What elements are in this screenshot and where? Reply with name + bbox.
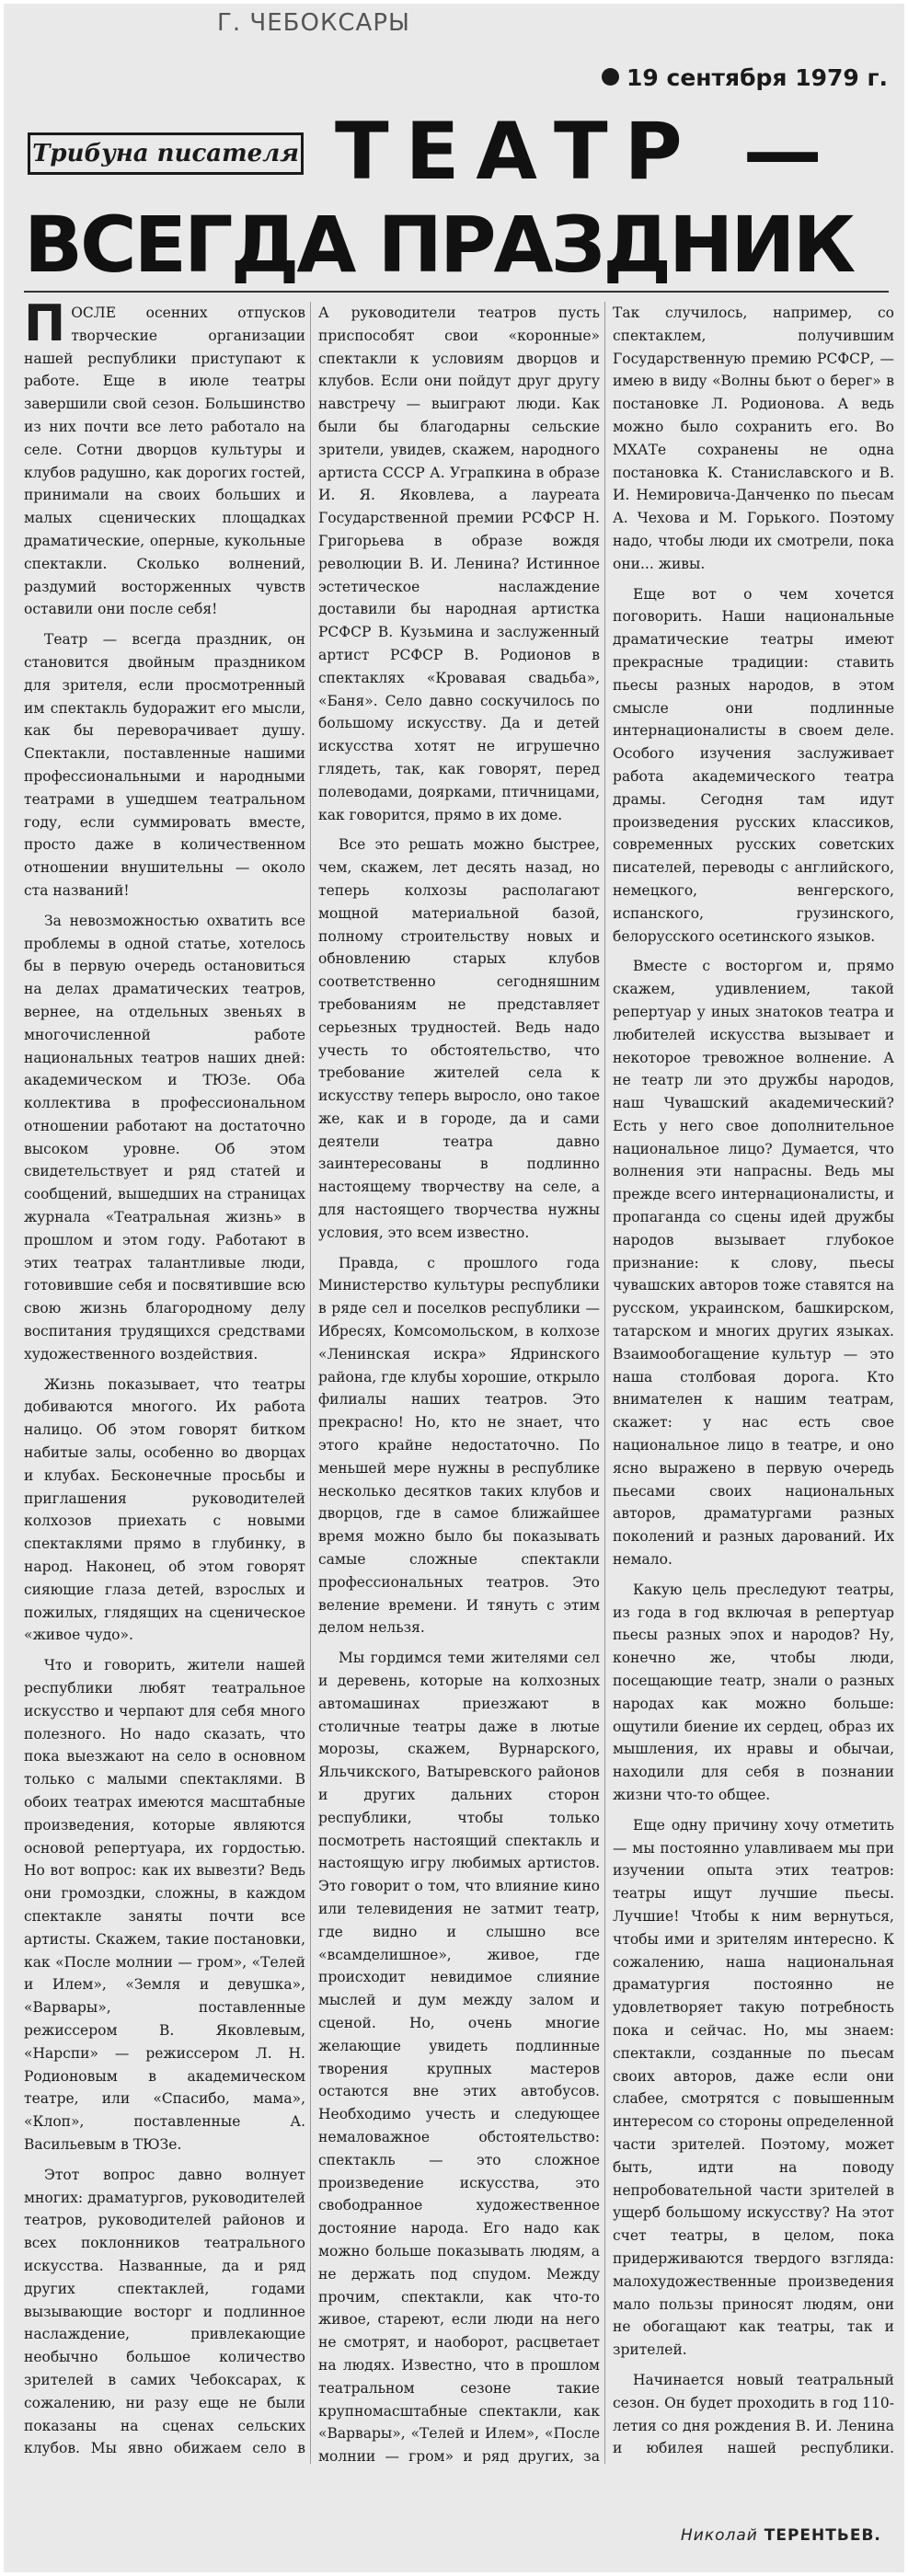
article-column-2	[318, 302, 600, 2464]
paragraph-text: ОСЛЕ осенних отпусков творческие организации нашей республики приступают к работе. Еще в июле театры завершили свой сезон. Большинство из них почти все лето работало на селе. Сотни дворцов культуры и клубов радушно, как дорогих гостей, принимали на своих больших и малых сценических площадках драматические, оперные, кукольные спектакли. Сколько волнений, раздумий восторженных чувств оставили они после себя!	[24, 305, 305, 618]
bullet-icon	[602, 68, 619, 86]
column-divider	[604, 302, 605, 2464]
publication-date	[602, 64, 888, 91]
paragraph: Что и говорить, жители нашей республики любят театральное искусство и черпают для себя много полезного. Но надо сказать, что пока выезжают на село в основном только с малыми спектаклями. В обоих театрах имеются масштабные произведения, которые являются основой репертуара, их гордостью. Но вот вопрос: как их вывезти? Ведь они громоздки, сложны, в каждом спектакле заняты почти все артисты. Скажем, такие постановки, как «После молнии — гром», «Телей и Илем», «Земля и девушка», «Варвары», поставленные режиссером В. Яковлевым, «Нарспи» — режиссером Л. Н. Родионовым в академическом театре, или «Спасибо, мама», «Клоп», поставленные А. Васильевым в ТЮЗе.	[24, 1657, 305, 2153]
author-first-name: Николай	[681, 2526, 758, 2545]
paragraph: Мы гордимся теми жителями сел и деревень, которые на колхозных автомашинах приезжают в столичные театры даже в лютые морозы, скажем, Вурнарского, Яльчикского, Ватыревского районов и других дальних сторон республики, чтобы только посмотреть настоящий спектакль и настоящую игру любимых артистов. Это говорит о том, что влияние кино или телевидения не затмит театр, где видно и слышно все «всамделишное», живое, где происходит невидимое слияние мыслей и дум между залом и сценой. Но, очень многие желающие увидеть подлинные творения крупных мастеров остаются вне этих автобусов. Необходимо учесть и следующее немаловажное обстоятельство: спектакль — это сложное произведение искусства, это свободранное художественное достояние народа. Его надо как можно больше показывать людям, а не держать под спудом. Между прочим, спектакли, как что-то живое, стареют, если люди на него не смотрят, и наоборот, расцветает на людях. Известно, что в прошлом театральном сезоне такие крупномасштабные спектакли, как «Варвары», «Телей и Илем», «После молнии — гром» и ряд других, за	[318, 1650, 600, 2464]
date-text: 19 сентября 1979 г.	[626, 64, 889, 91]
paragraph	[24, 302, 305, 621]
paragraph: Правда, с прошлого года Министерство культуры республики в ряде сел и поселков республики — Ибресях, Комсомольском, в колхозе «Ленинская искра» Ядринского района, где клубы хорошие, открыло филиалы наших театров. Это прекрасно! Но, кто не знает, что этого крайне недостаточно. По меньшей мере нужны в республике несколько десятков таких клубов и дворцов, где в самое ближайшее время можно было бы показывать самые сложные спектакли профессиональных театров. Это веление времени. И тянуть с этим делом нельзя.	[318, 1254, 600, 1637]
paragraph: Этот вопрос давно волнует многих: драматургов, руководителей театров, руководителей районов и всех поклонников театрального искусства. Названные, да и ряд других спектаклей, годами вызывающие восторг и подлинное наслаждение, привлекающие необычно большое количество зрителей в самих Чебоксарах, к сожалению, ни разу еще не были показаны на сценах сельских клубов. Мы явно обижаем село в	[24, 2166, 305, 2457]
paragraph: Так случилось, например, со спектаклем, получившим Государственную премию РСФСР, — имею в виду «Волны бьют о берег» в постановке Л. Родионова. А ведь можно было сохранить его. Во МХАТе сохранены не одна постановка К. Станиславского и В. И. Немировича-Данченко по пьесам А. Чехова и М. Горького. Поэтому надо, чтобы люди их смотрели, пока они... живы.	[613, 305, 894, 572]
headline-line-2: ВСЕГДА ПРАЗДНИК	[24, 200, 854, 290]
column-divider	[310, 302, 311, 2464]
paragraph: Еще одну причину хочу отметить — мы постоянно улавливаем мы при изучении опыта этих театров: театры ищут лучшие пьесы. Лучшие! Чтобы к ним вернуться, чтобы ими и зрителям интересно. К сожалению, наша национальная драматургия постоянно не удовлетворяет такую потребность пока и сейчас. Но, мы знаем: спектакли, созданные по пьесам своих авторов, даже если они слабее, смотрятся с повышенным интересом со стороны определенной части зрителей. Поэтому, может быть, идти на поводу непробовательной части зрителей в ущерб большому искусству? На этот счет театры, в целом, пока придерживаются твердого взгляда: малохудожественные произведения мало пользы приносят людям, они не обогащают как театры, так и зрителей.	[613, 1816, 894, 2359]
paragraph: Еще вот о чем хочется поговорить. Наши национальные драматические театры имеют прекрасные традиции: ставить пьесы разных народов, в этом смысле они подлинные интернационалисты в своем деле. Особого изучения заслуживает работа академического театра драмы. Сегодня там идут произведения русских классиков, современных русских советских писателей, переводы с английского, немецкого, венгерского, испанского, грузинского, белорусского осетинского языков.	[613, 585, 894, 945]
paragraph: Театр — всегда праздник, он становится двойным праздником для зрителя, если просмотренный им спектакль будоражит его мысли, как бы переворачивает душу. Спектакли, поставленные нашими профессиональными и народными театрами в ушедшем театральном году, если суммировать вместе, просто даже в количественном отношении внушительны — около ста названий!	[24, 631, 305, 899]
drop-cap: П	[24, 302, 66, 352]
paragraph: Начинается новый театральный сезон. Он будет проходить в год 110-летия со дня рождения В. И. Ленина и юбилея нашей республики.	[613, 2371, 894, 2457]
paragraph: Все это решать можно быстрее, чем, скажем, лет десять назад, но теперь колхозы располагают мощной материальной базой, полному строительству новых и обновлению старых клубов соответственно сегодняшним требованиям не представляет серьезных трудностей. Ведь надо учесть то обстоятельство, что требование жителей села к искусству теперь выросло, оно такое же, как и в городе, да и сами деятели театра давно заинтересованы в подлинно настоящему творчеству на селе, а для настоящего творчества нужны условия, это всем известно.	[318, 836, 600, 1241]
author-last-name: ТЕРЕНТЬЕВ.	[764, 2526, 881, 2545]
article-column-3	[613, 302, 894, 2464]
headline-divider	[24, 291, 889, 293]
headline-line-1: ТЕАТР —	[335, 106, 839, 198]
newspaper-clipping	[4, 4, 904, 2572]
paragraph: Вместе с восторгом и, прямо скажем, удивлением, такой репертуар у иных знатоков театра и любителей искусства вызывает и некоторое тревожное волнение. А не театр ли это дружбы народов, наш Чувашский академический? Есть у него свое дополнительное национальное лицо? Думается, что волнения эти напрасны. Ведь мы прежде всего интернационалисты, и пропаганда со сцены идей дружбы народов вызывает глубокое признание: к слову, пьесы чувашских авторов тоже ставятся на русском, украинском, башкирском, татарском и многих других языках. Взаимообогащение культур — это наша столбовая дорога. Кто внимателен к нашим театрам, скажет: у нас есть свое национальное лицо в театре, и оно ясно выражено в первую очередь пьесами своих национальных авторов, драматургами разных поколений и разных дарований. Их немало.	[613, 958, 894, 1569]
article-column-1	[24, 302, 305, 2464]
rubric-label: Трибуна писателя	[28, 132, 304, 175]
paragraph: Какую цель преследуют театры, из года в год включая в репертуар пьесы разных эпох и народов? Ну, конечно же, чтобы люди, посещающие театр, знали о разных народах как можно больше: ощутили биение их сердец, образ их мышления, их нравы и обычаи, находили для себя в познании жизни что-то общее.	[613, 1581, 894, 1803]
author-signature	[681, 2526, 881, 2545]
paragraph: Жизнь показывает, что театры добиваются многого. Их работа налицо. Об этом говорят битком набитые залы, особенно во дворцах и клубах. Бесконечные просьбы и приглашения руководителей колхозов приехать с новыми спектаклями прямо в глубинку, в народ. Наконец, об этом говорят сияющие глаза детей, взрослых и пожилых, глядящих на сценическое «живое чудо».	[24, 1375, 305, 1644]
paragraph: А руководители театров пусть приспособят свои «коронные» спектакли к условиям дворцов и клубов. Если они пойдут друг другу навстречу — выиграют люди. Как были бы благодарны сельские зрители, увидев, скажем, народного артиста СССР А. Уграпкина в образе И. Я. Яковлева, а лауреата Государственной премии РСФСР Н. Григорьева в образе вождя революции В. И. Ленина? Истинное эстетическое наслаждение доставили бы народная артистка РСФСР В. Кузьмина и заслуженный артист РСФСР В. Родионов в спектаклях «Кровавая свадьба», «Баня». Село давно соскучилось по большому искусству. Да и детей искусства хотят не игрушечно глядеть, так, как говорят, перед полеводами, доярками, птичницами, как говорится, прямо в их доме.	[318, 305, 600, 823]
paragraph: За невозможностью охватить все проблемы в одной статье, хотелось бы в первую очередь остановиться на делах драматических театров, вернее, на отдельных звеньях в многочисленной работе национальных театров наших дней: академическом и ТЮЗе. Оба коллектива в профессиональном отношении работают на достаточно высоком уровне. Об этом свидетельствует и ряд статей и сообщений, вышедших на страницах журнала «Театральная жизнь» в прошлом и этом году. Работают в этих театрах талантливые люди, готовившие себя и посвятившие всю свою жизнь благородному делу воспитания трудящихся средствами художественного воздействия.	[24, 912, 305, 1363]
city-stamp: Г. ЧЕБОКСАРЫ	[217, 9, 410, 37]
